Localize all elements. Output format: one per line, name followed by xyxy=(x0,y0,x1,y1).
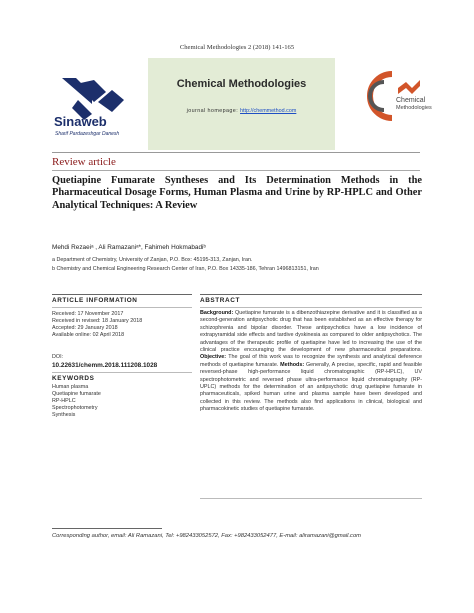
publisher-name: Sinaweb xyxy=(54,114,107,129)
keyword-item: Quetiapine fumarate xyxy=(52,391,101,397)
objective-label: Objective: xyxy=(200,354,227,361)
chemical-methodologies-logo-icon xyxy=(366,68,432,128)
abstract-body xyxy=(200,310,422,414)
info-top-rule xyxy=(52,294,192,295)
abstract-bottom-rule xyxy=(200,498,422,499)
info-heading-rule xyxy=(52,307,192,308)
logo-line1: Chemical xyxy=(396,97,426,104)
history-revised: Received in revised: 18 January 2018 xyxy=(52,318,143,324)
article-type: Review article xyxy=(52,156,116,168)
keyword-item: RP-HPLC xyxy=(52,398,76,404)
affiliation-b: b Chemistry and Chemical Engineering Research Center of Iran, P.O. Box 14335-186, Tehran 1496813151, Iran xyxy=(52,266,319,272)
keyword-item: Synthesis xyxy=(52,412,76,418)
homepage-link[interactable]: http://chemmethod.com xyxy=(240,108,297,114)
methods-label: Methods: xyxy=(280,361,305,368)
authors: Mehdi Rezaeiᵃ , Ali Ramazaniᵃ*, Fahimeh Hokmabadiᵇ xyxy=(52,244,206,251)
methods-text: Generally, A precise, specific, rapid and feasible reversed-phase high-performance liquid chromatographic (RP-HPLC), UV spectrophotometric and reversed phase ultra-performance liquid chromatography (RP-UPLC) methods for the determination of an antipsychotic drug quetiapine fumarate in pharmaceuticals, spiked human urine and plasma sample have been developed and collected in this review. The methods also find applications in clinical, biological and pharmacokinetic studies of quetiapine fumarate. xyxy=(200,361,423,413)
header-divider xyxy=(52,152,420,153)
abstract-heading: ABSTRACT xyxy=(200,297,240,304)
background-label: Background: xyxy=(200,310,234,316)
objective-text: The goal of this work was to recognize the synthesis and analytical deference methods of quetiapine fumarate. xyxy=(200,354,422,368)
history-received: Received: 17 November 2017 xyxy=(52,311,124,317)
banner-homepage xyxy=(148,108,335,114)
keywords-list xyxy=(52,384,192,419)
history-online: Available online: 02 April 2018 xyxy=(52,332,125,338)
publisher-subtitle: Sharif Pardazeshgar Danesh xyxy=(55,131,120,137)
running-head: Chemical Methodologies 2 (2018) 141-165 xyxy=(179,44,295,51)
logo-line2: Methodologies xyxy=(396,105,432,111)
abstract-heading-rule xyxy=(200,307,422,308)
sinaweb-logo-icon xyxy=(54,74,138,138)
type-divider xyxy=(52,170,420,171)
doi-link[interactable]: 10.22631/chemm.2018.111208.1028 xyxy=(52,362,158,369)
banner-journal-title: Chemical Methodologies xyxy=(176,78,307,90)
footnote-rule xyxy=(52,528,162,529)
doi-label: DOI: xyxy=(52,354,64,360)
keyword-item: Human plasma xyxy=(52,384,89,390)
article-info-heading: ARTICLE INFORMATION xyxy=(52,297,138,304)
publisher-logo xyxy=(54,74,138,138)
keyword-item: Spectrophotometry xyxy=(52,405,98,411)
journal-banner xyxy=(148,58,335,150)
history-accepted: Accepted: 29 January 2018 xyxy=(52,325,118,331)
homepage-label: journal homepage: xyxy=(186,108,239,114)
background-text: Quetiapine fumarate is a dibenzothiazepine derivative and it is classified as a second-generation antipsychotic drug that has been established as an effective therapy for schizophrenia and bipolar disorder. These antipsychotics have a low incidence of extrapyramidal side effects and tardive dyskinesia as compared to older antipsychotics. The advantages of the therapeutic profile of quetiapine have led to increasing the use of the clinical practice encouraging the development of new pharmaceutical preparations. xyxy=(200,310,422,354)
keywords-heading: KEYWORDS xyxy=(52,375,95,382)
doi-rule xyxy=(52,372,192,373)
journal-logo xyxy=(366,68,432,128)
abstract-top-rule xyxy=(200,294,422,295)
article-history xyxy=(52,311,192,339)
article-title: Quetiapine Fumarate Syntheses and Its Determination Methods in the Pharmaceutical Dosage Forms, Human Plasma and Urine by RP-HPLC and Other Analytical Techniques: A Review xyxy=(52,175,422,211)
corresponding-author-footnote: Corresponding author, email: Ali Ramazani, Tel: +982433052572, Fax: +982433052477, E-mail: aliramazani@gmail.com xyxy=(52,533,362,539)
affiliation-a: a Department of Chemistry, University of Zanjan, P.O. Box: 45195-313, Zanjan, Iran. xyxy=(52,257,253,263)
